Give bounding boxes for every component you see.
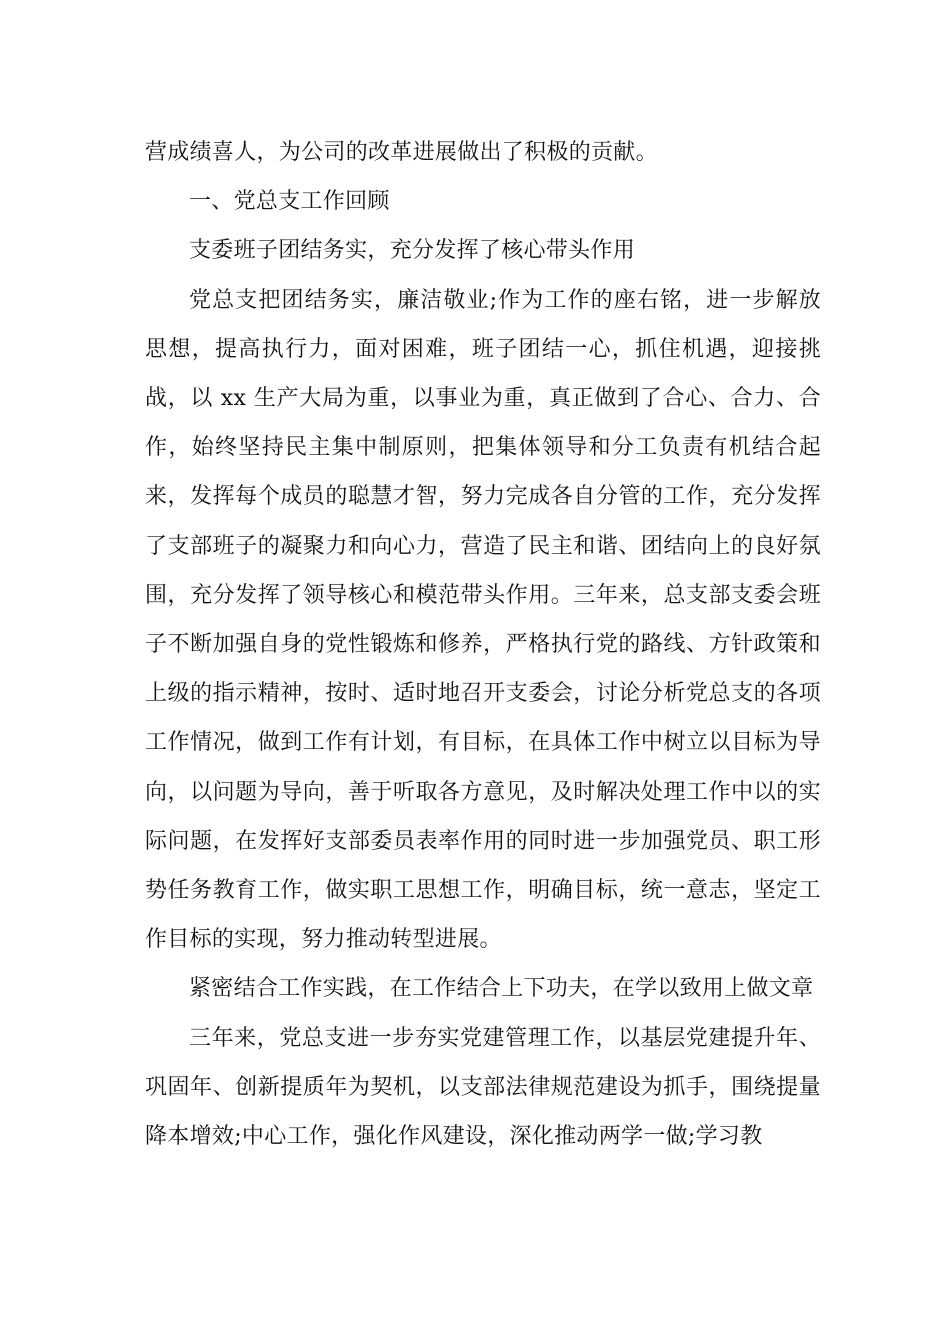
section-heading: 一、党总支工作回顾 (189, 189, 390, 215)
paragraph-continuation: 营成绩喜人，为公司的改革进展做出了积极的贡献。 (145, 140, 658, 165)
document-body (145, 128, 821, 1161)
body-paragraph: 三年来，党总支进一步夯实党建管理工作，以基层党建提升年、巩固年、创新提质年为契机，以支部法律规范建设为抓手，围绕提量降本增效;中心工作，强化作风建设，深化推动两学一做;学习教 (145, 1025, 821, 1150)
subsection-heading: 紧密结合工作实践，在工作结合上下功夫，在学以致用上做文章 (189, 976, 814, 1002)
body-paragraph: 党总支把团结务实，廉洁敬业;作为工作的座右铭，进一步解放思想，提高执行力，面对困难，班子团结一心，抓住机遇，迎接挑战，以 xx 生产大局为重，以事业为重，真正做到了合心、合力、合作，始终坚持民主集中制原则，把集体领导和分工负责有机结合起来，发挥每个成员的聪慧才智，努力完成各自分管的工作，充分发挥了支部班子的凝聚力和向心力，营造了民主和谐、团结向上的良好氛围，充分发挥了领导核心和模范带头作用。三年来，总支部支委会班子不断加强自身的党性锻炼和修养，严格执行党的路线、方针政策和上级的指示精神，按时、适时地召开支委会，讨论分析党总支的各项工作情况，做到工作有计划，有目标，在具体工作中树立以目标为导向，以问题为导向，善于听取各方意见，及时解决处理工作中以的实际问题，在发挥好支部委员表率作用的同时进一步加强党员、职工形势任务教育工作，做实职工思想工作，明确目标，统一意志，坚定工作目标的实现，努力推动转型进展。 (145, 287, 821, 953)
subsection-heading: 支委班子团结务实，充分发挥了核心带头作用 (189, 238, 636, 264)
